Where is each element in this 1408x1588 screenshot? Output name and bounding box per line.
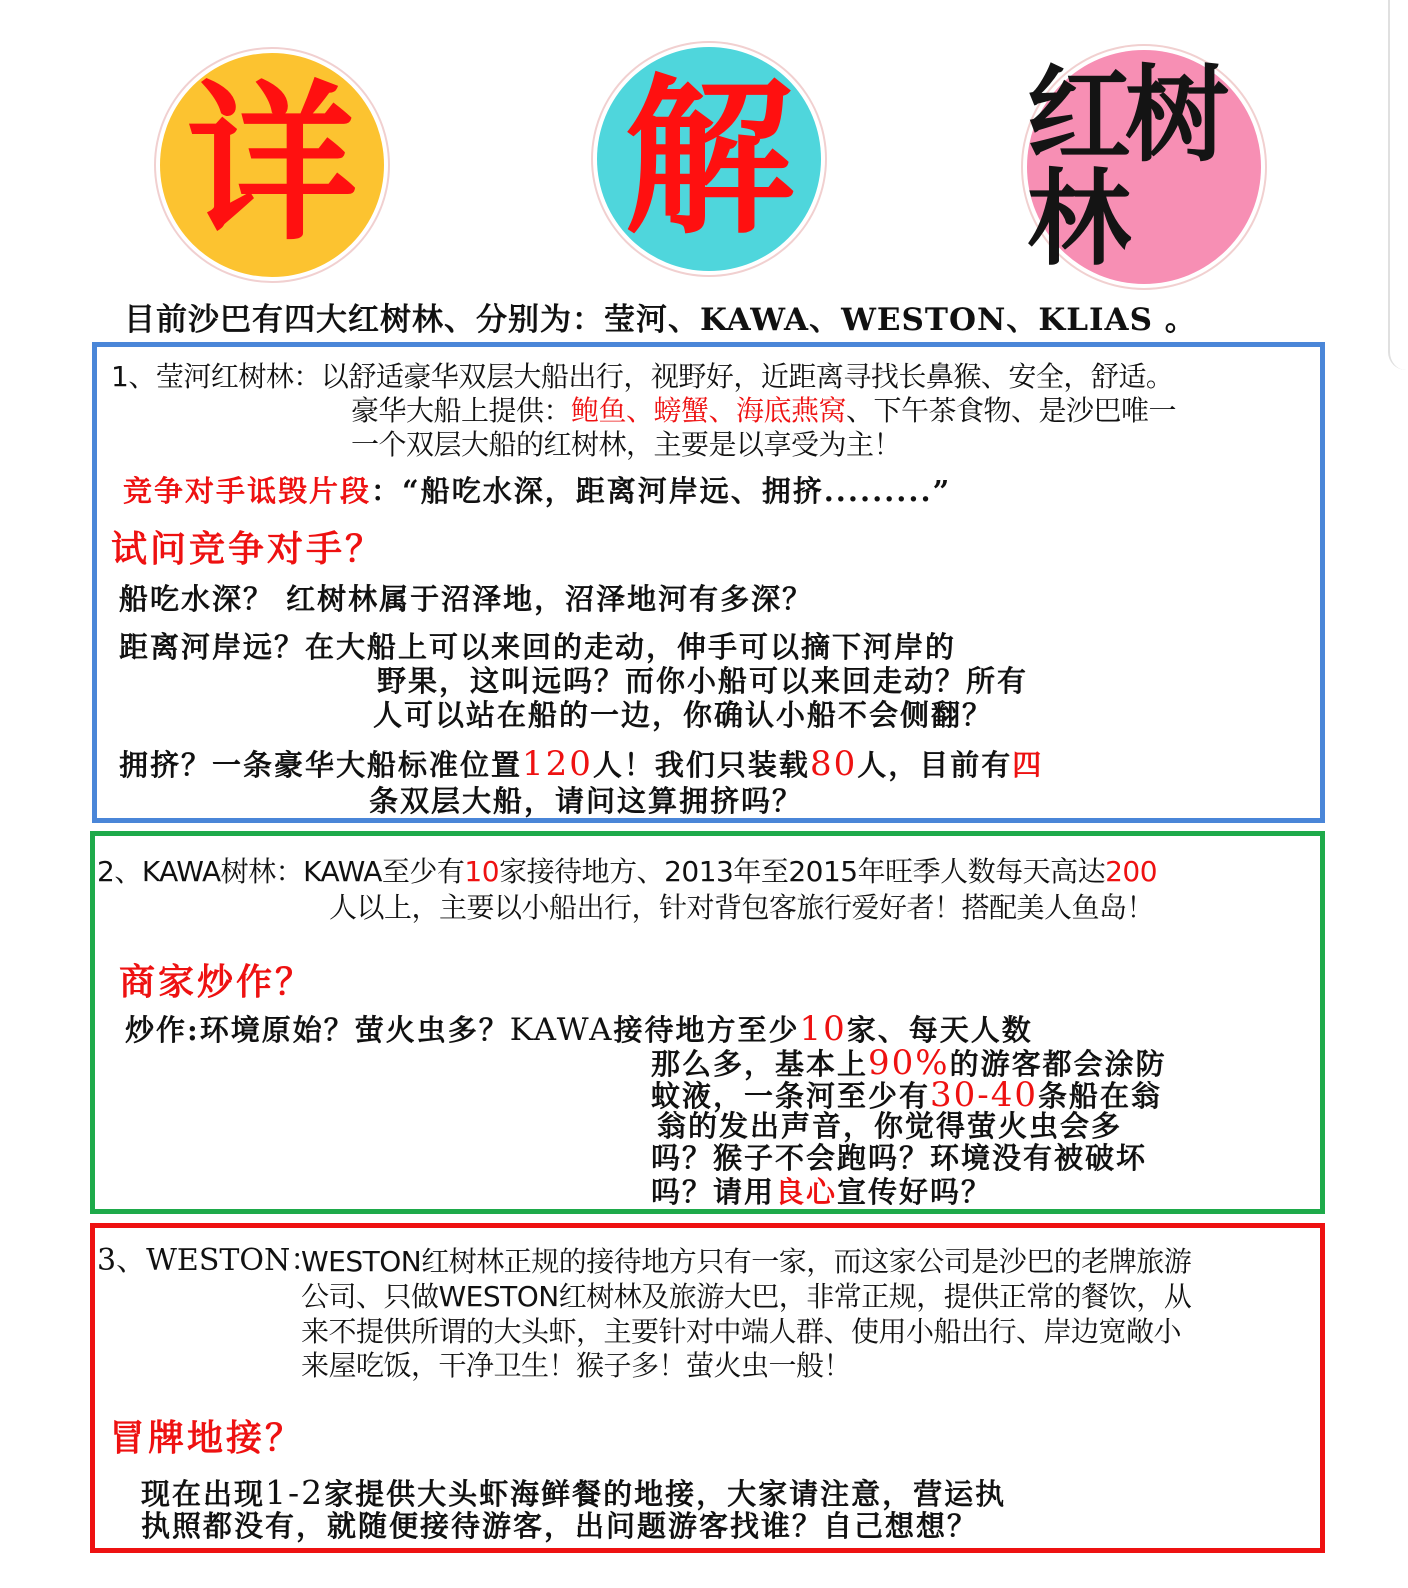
yinghe-line2-post: 、下午茶食物、是沙巴唯一 [846,394,1177,427]
weston-line2: 公司、只做WESTON红树林及旅游大巴，非常正规，提供正常的餐饮，从 [301,1280,1192,1313]
crowded-num-80: 80 [809,744,858,784]
weston-line1: WESTON红树林正规的接待地方只有一家，而这家公司是沙巴的老牌旅游 [301,1245,1192,1278]
slander-line [123,475,951,508]
hype-heading: 商家炒作？ [119,961,315,1003]
hype-line1-c: 接待地方至少 [613,1013,800,1047]
hype-line2-b: 的游客都会涂防 [949,1047,1167,1081]
section-weston [90,1223,1325,1553]
circle-jie [597,47,821,271]
kawa-line1-a: 2、KAWA树林：KAWA至少有 [97,855,465,888]
scrollbar-edge[interactable] [1388,0,1408,370]
circle-mangrove [1027,50,1261,284]
hype-line6-conscience: 良心 [775,1175,838,1209]
crowded-num-120: 120 [522,744,593,784]
circle-jie-text: 解 [623,60,794,258]
intro-line: 目前沙巴有四大红树林、分别为：莹河、KAWA、WESTON、KLIAS 。 [124,302,1197,338]
crowded-text-3: 人，目前有 [857,748,1013,782]
weston-label: 3、WESTON： [97,1243,321,1278]
circle-mangrove-text: 红树林 [1027,54,1224,280]
question-deep-water: 船吃水深？ 红树林属于沼泽地，沼泽地河有多深？ [119,582,814,616]
hype-line3-a: 蚊液，一条河至少有 [651,1079,931,1113]
slander-label: 竞争对手诋毁片段 [123,474,372,508]
hype-line5: 吗？猴子不会跑吗？环境没有被破坏 [651,1141,1148,1175]
hype-line2-num90: 90% [868,1043,950,1083]
weston-line4: 来屋吃饭，干净卫生！猴子多！萤火虫一般！ [301,1349,852,1382]
kawa-line2: 人以上，主要以小船出行，针对背包客旅行爱好者！搭配美人鱼岛！ [329,891,1155,924]
ask-competitor-heading: 试问竞争对手？ [111,528,385,570]
fake-agency-line1-b: 家提供大头虾海鲜餐的地接，大家请注意，营运执 [324,1477,1007,1511]
question-distance-b: 野果，这叫远吗？而你小船可以来回走动？所有 [377,664,1029,698]
yinghe-line2 [351,395,1176,427]
crowded-text-2: 人！我们只装载 [592,748,810,782]
section-yinghe [92,342,1325,823]
question-crowded-a [119,745,1043,784]
circle-xiang-text: 详 [186,66,357,264]
kawa-line1-b: 家接待地方、2013年至2015年旺季人数每天高达 [499,855,1106,888]
fake-agency-heading: 冒牌地接？ [109,1417,305,1459]
hype-line2-a: 那么多，基本上 [651,1047,869,1081]
hype-line6-a: 吗？请用 [651,1175,776,1209]
fake-agency-line1 [141,1474,1006,1512]
yinghe-line3: 一个双层大船的红树林，主要是以享受为主！ [351,428,902,461]
kawa-line1-num10: 10 [464,855,500,888]
hype-line6 [651,1176,992,1209]
question-crowded-b: 条双层大船，请问这算拥挤吗？ [369,784,804,818]
hype-line4: 翁的发出声音，你觉得萤火虫会多 [657,1109,1123,1143]
hype-line1-num10: 10 [799,1009,847,1049]
kawa-line1-num200: 200 [1105,855,1158,888]
fake-agency-line2: 执照都没有，就随便接待游客，出问题游客找谁？自己想想？ [141,1509,979,1543]
yinghe-title: 1、莹河红树林：以舒适豪华双层大船出行，视野好，近距离寻找长鼻猴、安全，舒适。 [111,360,1174,393]
fake-agency-line1-num: 1-2 [265,1473,325,1512]
weston-line3: 来不提供所谓的大头虾，主要针对中端人群、使用小船出行、岸边宽敞小 [301,1315,1182,1348]
hype-line6-b: 宣传好吗？ [837,1175,993,1209]
crowded-text-1: 拥挤？一条豪华大船标准位置 [119,748,523,782]
question-distance-c: 人可以站在船的一边，你确认小船不会侧翻？ [373,698,994,732]
hype-line1-d: 家、每天人数 [846,1013,1033,1047]
yinghe-line2-red: 鲍鱼、螃蟹、海底燕窝 [571,394,847,427]
hype-line3-b: 条船在翁 [1038,1079,1163,1113]
question-distance-a: 距离河岸远？在大船上可以来回的走动，伸手可以摘下河岸的 [119,630,957,664]
crowded-red-four: 四 [1012,748,1044,782]
hype-line1-kawa: KAWA [509,1012,614,1048]
yinghe-line2-pre: 豪华大船上提供： [351,394,572,427]
circle-xiang [160,53,384,277]
kawa-line1 [97,856,1157,888]
section-kawa [90,831,1325,1214]
fake-agency-line1-a: 现在出现 [141,1477,266,1511]
hype-line1-a: 炒作:环境原始？萤火虫多？ [125,1013,510,1047]
hype-line3-num3040: 30-40 [930,1075,1039,1115]
slander-text: ：“船吃水深，距离河岸远、拥挤.........” [371,474,952,508]
